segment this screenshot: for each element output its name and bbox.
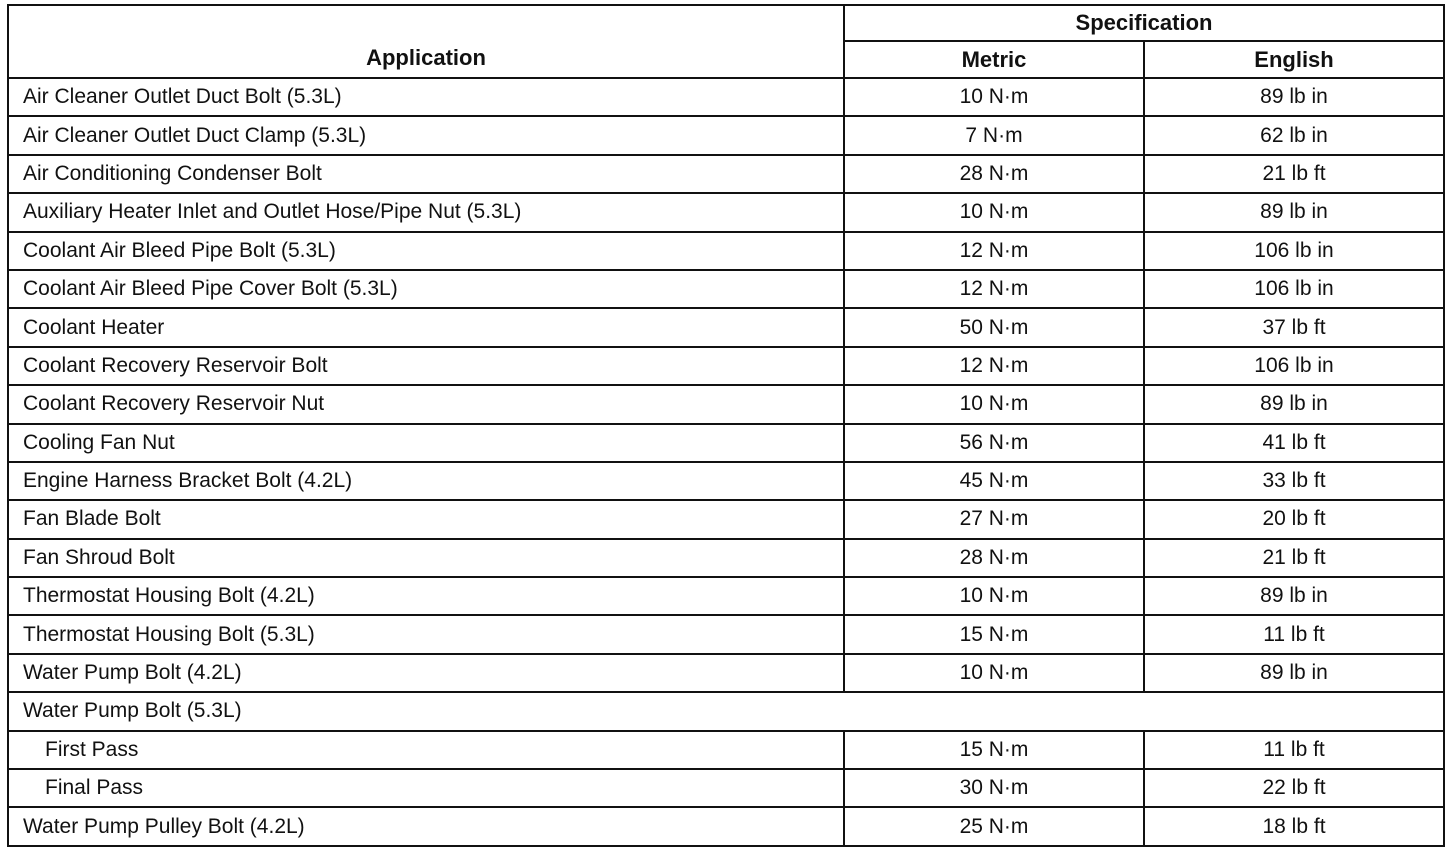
application-cell: Air Conditioning Condenser Bolt bbox=[8, 155, 844, 193]
application-cell: Air Cleaner Outlet Duct Clamp (5.3L) bbox=[8, 116, 844, 154]
application-cell: Coolant Air Bleed Pipe Bolt (5.3L) bbox=[8, 232, 844, 270]
metric-value-cell: 30 N·m bbox=[844, 769, 1144, 807]
table-row bbox=[8, 308, 1444, 346]
english-value-cell: 89 lb in bbox=[1144, 385, 1444, 423]
application-cell: Final Pass bbox=[8, 769, 844, 807]
metric-value-cell: 10 N·m bbox=[844, 193, 1144, 231]
table-body bbox=[8, 78, 1444, 846]
table-row bbox=[8, 462, 1444, 500]
table-row bbox=[8, 155, 1444, 193]
table-row bbox=[8, 78, 1444, 116]
table-row bbox=[8, 577, 1444, 615]
metric-value-cell: 15 N·m bbox=[844, 731, 1144, 769]
english-value-cell: 37 lb ft bbox=[1144, 308, 1444, 346]
english-value-cell: 106 lb in bbox=[1144, 232, 1444, 270]
application-cell: Thermostat Housing Bolt (5.3L) bbox=[8, 615, 844, 653]
application-column-header: Application bbox=[8, 5, 844, 78]
application-cell: Coolant Air Bleed Pipe Cover Bolt (5.3L) bbox=[8, 270, 844, 308]
metric-value-cell: 10 N·m bbox=[844, 78, 1144, 116]
english-value-cell: 20 lb ft bbox=[1144, 500, 1444, 538]
application-cell: Water Pump Bolt (4.2L) bbox=[8, 654, 844, 692]
application-cell: Water Pump Bolt (5.3L) bbox=[8, 692, 1444, 730]
application-cell: First Pass bbox=[8, 731, 844, 769]
metric-value-cell: 12 N·m bbox=[844, 270, 1144, 308]
english-value-cell: 89 lb in bbox=[1144, 654, 1444, 692]
english-value-cell: 89 lb in bbox=[1144, 577, 1444, 615]
english-value-cell: 106 lb in bbox=[1144, 270, 1444, 308]
table-row bbox=[8, 769, 1444, 807]
application-cell: Fan Blade Bolt bbox=[8, 500, 844, 538]
english-value-cell: 89 lb in bbox=[1144, 193, 1444, 231]
application-cell: Engine Harness Bracket Bolt (4.2L) bbox=[8, 462, 844, 500]
metric-value-cell: 56 N·m bbox=[844, 424, 1144, 462]
table-row bbox=[8, 807, 1444, 845]
metric-value-cell: 15 N·m bbox=[844, 615, 1144, 653]
metric-value-cell: 50 N·m bbox=[844, 308, 1144, 346]
metric-value-cell: 12 N·m bbox=[844, 232, 1144, 270]
metric-value-cell: 27 N·m bbox=[844, 500, 1144, 538]
table-row bbox=[8, 116, 1444, 154]
metric-value-cell: 28 N·m bbox=[844, 539, 1144, 577]
table-row bbox=[8, 424, 1444, 462]
application-cell: Air Cleaner Outlet Duct Bolt (5.3L) bbox=[8, 78, 844, 116]
metric-value-cell: 45 N·m bbox=[844, 462, 1144, 500]
english-value-cell: 41 lb ft bbox=[1144, 424, 1444, 462]
table-row bbox=[8, 232, 1444, 270]
application-cell: Fan Shroud Bolt bbox=[8, 539, 844, 577]
english-value-cell: 106 lb in bbox=[1144, 347, 1444, 385]
english-value-cell: 11 lb ft bbox=[1144, 615, 1444, 653]
table-row bbox=[8, 692, 1444, 730]
metric-value-cell: 7 N·m bbox=[844, 116, 1144, 154]
english-value-cell: 22 lb ft bbox=[1144, 769, 1444, 807]
metric-value-cell: 10 N·m bbox=[844, 577, 1144, 615]
metric-value-cell: 10 N·m bbox=[844, 654, 1144, 692]
application-cell: Auxiliary Heater Inlet and Outlet Hose/Pipe Nut (5.3L) bbox=[8, 193, 844, 231]
english-value-cell: 62 lb in bbox=[1144, 116, 1444, 154]
metric-value-cell: 12 N·m bbox=[844, 347, 1144, 385]
metric-value-cell: 10 N·m bbox=[844, 385, 1144, 423]
application-cell: Thermostat Housing Bolt (4.2L) bbox=[8, 577, 844, 615]
application-cell: Cooling Fan Nut bbox=[8, 424, 844, 462]
table-row bbox=[8, 385, 1444, 423]
application-cell: Coolant Heater bbox=[8, 308, 844, 346]
english-value-cell: 18 lb ft bbox=[1144, 807, 1444, 845]
metric-value-cell: 25 N·m bbox=[844, 807, 1144, 845]
table-row bbox=[8, 193, 1444, 231]
application-cell: Coolant Recovery Reservoir Bolt bbox=[8, 347, 844, 385]
english-value-cell: 89 lb in bbox=[1144, 78, 1444, 116]
specification-group-header: Specification bbox=[844, 5, 1444, 41]
table-row bbox=[8, 539, 1444, 577]
table-row bbox=[8, 270, 1444, 308]
english-value-cell: 11 lb ft bbox=[1144, 731, 1444, 769]
torque-specification-table bbox=[7, 4, 1445, 847]
english-value-cell: 21 lb ft bbox=[1144, 155, 1444, 193]
table-row bbox=[8, 731, 1444, 769]
table-row bbox=[8, 500, 1444, 538]
application-cell: Water Pump Pulley Bolt (4.2L) bbox=[8, 807, 844, 845]
english-value-cell: 21 lb ft bbox=[1144, 539, 1444, 577]
metric-column-header: Metric bbox=[844, 41, 1144, 78]
application-cell: Coolant Recovery Reservoir Nut bbox=[8, 385, 844, 423]
metric-value-cell: 28 N·m bbox=[844, 155, 1144, 193]
table-row bbox=[8, 347, 1444, 385]
english-value-cell: 33 lb ft bbox=[1144, 462, 1444, 500]
table-header bbox=[8, 5, 1444, 78]
table-row bbox=[8, 615, 1444, 653]
english-column-header: English bbox=[1144, 41, 1444, 78]
table-row bbox=[8, 654, 1444, 692]
